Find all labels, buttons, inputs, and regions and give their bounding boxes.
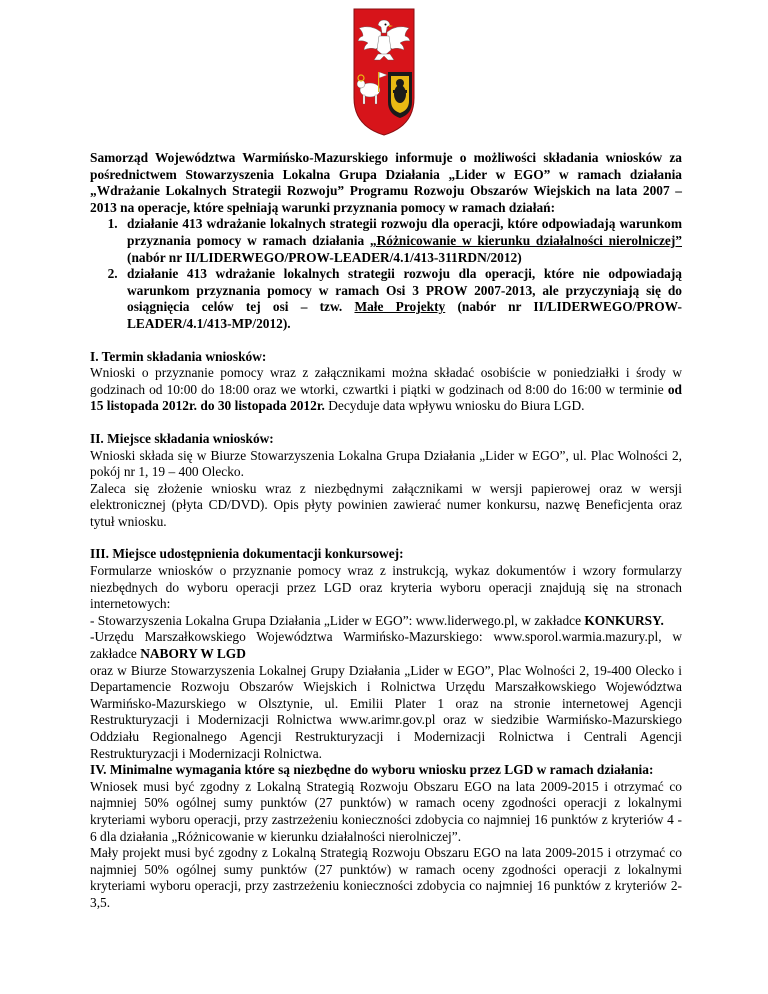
tab-name-nabory: NABORY W LGD — [140, 646, 246, 662]
item-underlined-text: Małe Projekty — [354, 299, 446, 315]
deadline-note: Decyduje data wpływu wniosku do Biura LGD. — [324, 398, 585, 414]
section-text: Formularze wniosków o przyznanie pomocy wraz z instrukcją, wykaz dokumentów i wzory formularzy niezbędnych do wyboru operacji przez LGD oraz kryteria wyboru operacji znajdują się na stronach internetowych: — [90, 563, 682, 612]
website-liderwego-text: - Stowarzyszenia Lokalna Grupa Działania „Lider w EGO”: www.liderwego.pl, w zakładce — [90, 612, 585, 628]
announcement-document — [90, 150, 682, 912]
section-text: Wnioski składa się w Biurze Stowarzyszenia Lokalna Grupa Działania „Lider w EGO”, ul. Plac Wolności 2, pokój nr 1, 19 – 400 Olecko. — [90, 447, 682, 480]
tab-name-konkursy: KONKURSY. — [584, 612, 664, 628]
section-text — [90, 365, 682, 415]
item-text: działanie 413 wdrażanie lokalnych strategii rozwoju dla operacji, które odpowiadają warunkom przyznania pomocy w ramach działania — [127, 216, 682, 248]
deadline-dates: od 15 listopada 2012r. do 30 listopada 2012r. — [90, 381, 682, 414]
section-text: Mały projekt musi być zgodny z Lokalną Strategią Rozwoju Obszaru EGO na lata 2009-2015 i otrzymać co najmniej 50% ogólnej sumy punktów (27 punktów) w ramach oceny zgodności operacji z lokalnymi kryteriami wyboru operacji, przy zastrzeżeniu konieczności zdobycia co najmniej 16 punktów z kryteriów 2-3,5. — [90, 845, 682, 910]
actions-list — [90, 216, 682, 332]
list-item — [121, 216, 682, 266]
section-requirements — [90, 762, 682, 911]
item-call-number: (nabór nr II/LIDERWEGO/PROW-LEADER/4.1/413-311RDN/2012) — [127, 249, 522, 265]
section-location — [90, 431, 682, 531]
intro-paragraph: Samorząd Województwa Warmińsko-Mazurskiego informuje o możliwości składania wniosków za pośrednictwem Stowarzyszenia Lokalna Grupa Działania „Lider w EGO” w ramach działania „Wdrażanie Lokalnych Strategii Rozwoju” Programu Rozwoju Obszarów Wiejskich na lata 2007 – 2013 na operacje, które spełniają warunki przyznania pomocy w ramach działań: — [90, 150, 682, 215]
section-text: oraz w Biurze Stowarzyszenia Lokalnej Grupy Działania „Lider w EGO”, Plac Wolności 2, 19-400 Olecko i Departamencie Rozwoju Obszarów Wiejskich i Rolnictwa Urzędu Marszałkowskiego Województwa Warmińsko-Mazurskiego w Olsztynie, ul. Emilii Plater 1 oraz na stronie internetowej Agencji Restrukturyzacji i Modernizacji Rolnictwa www.arimr.gov.pl oraz w siedzibie Warmińsko-Mazurskiego Oddziału Regionalnego Agencji Restrukturyzacji i Modernizacji Rolnictwa i Centrali Agencji Restrukturyzacji i Modernizacji Rolnictwa. — [90, 662, 682, 761]
section-text — [90, 613, 682, 630]
item-underlined-text: „Różnicowanie w kierunku działalności nierolniczej” — [369, 232, 682, 248]
section-heading: III. Miejsce udostępnienia dokumentacji konkursowej: — [90, 546, 404, 562]
item-text: działanie 413 wdrażanie lokalnych strategii rozwoju dla operacji, które nie odpowiadają warunkom przyznania pomocy w ramach Osi 3 PROW 2007-2013, ale przyczyniają się do osiągnięcia celów tej osi – tzw. — [127, 266, 682, 315]
section-heading: II. Miejsce składania wniosków: — [90, 430, 274, 446]
section-heading: IV. Minimalne wymagania które są niezbędne do wyboru wniosku przez LGD w ramach działania: — [90, 762, 654, 778]
section-text — [90, 629, 682, 662]
section-documentation — [90, 546, 682, 762]
section-text: Wniosek musi być zgodny z Lokalną Strategią Rozwoju Obszaru EGO na lata 2009-2015 i otrzymać co najmniej 50% ogólnej sumy punktów (27 punktów) w ramach oceny zgodności operacji z lokalnymi kryteriami wyboru operacji, przy zastrzeżeniu konieczności zdobycia co najmniej 16 punktów z kryteriów 4 - 6 dla działania „Różnicowanie w kierunku działalności nierolniczej”. — [90, 778, 682, 844]
deadline-text: Wnioski o przyznanie pomocy wraz z załącznikami można składać osobiście w poniedziałki i środy w godzinach od 10:00 do 18:00 oraz we wtorki, czwartki i piątki w godzinach od 8:00 do 16:00 w terminie — [90, 365, 682, 397]
coat-of-arms-icon — [351, 6, 417, 138]
section-text: Zaleca się złożenie wniosku wraz z niezbędnymi załącznikami w wersji papierowej oraz w wersji elektronicznej (płyta CD/DVD). Opis płyty powinien zawierać numer konkursu, nazwę Beneficjenta oraz tytuł wniosku. — [90, 480, 682, 529]
section-deadline — [90, 349, 682, 415]
list-item — [121, 266, 682, 332]
website-sporol-text: -Urzędu Marszałkowskiego Województwa Warmińsko-Mazurskiego: www.sporol.warmia.mazury.pl, w zakładce — [90, 629, 682, 662]
item-call-number: (nabór nr II/LIDERWEGO/PROW-LEADER/4.1/413-MP/2012). — [127, 299, 682, 331]
section-heading: I. Termin składania wniosków: — [90, 348, 267, 364]
